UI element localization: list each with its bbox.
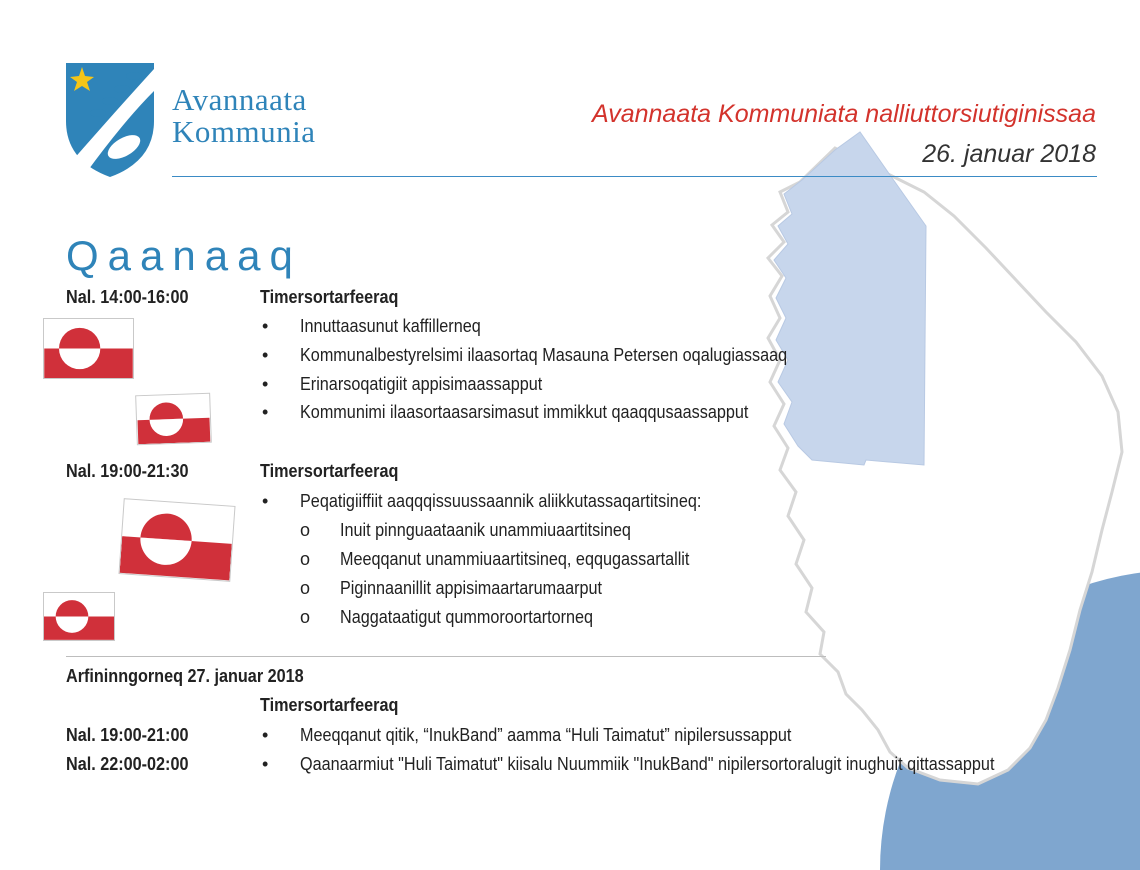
block1-item: Erinarsoqatigiit appisimaassapput [300, 374, 543, 394]
bullet: • [262, 754, 269, 774]
bullet: • [262, 374, 269, 394]
greenland-flag [118, 498, 235, 582]
sub-bullet: o [300, 607, 311, 627]
bullet: • [262, 725, 269, 745]
block1-time: Nal. 14:00-16:00 [66, 287, 189, 307]
municipality-coat-of-arms [64, 61, 156, 179]
block2-subitem: Piginnaanillit appisimaartarumaarput [340, 578, 603, 598]
bullet: • [262, 491, 269, 511]
logo-line-1: Avannaata [172, 82, 307, 117]
block2-subitem: Naggataatigut qummoroortartorneq [340, 607, 594, 627]
block2-item: Peqatigiiffiit aaqqqissuussaannik aliikkutassaqartitsineq: [300, 491, 702, 511]
block1-item: Kommunimi ilaasortaasarsimasut immikkut qaaqqusaassapput [300, 402, 749, 422]
sub-bullet: o [300, 520, 311, 540]
block2-subitem: Inuit pinnguaataanik unammiuaartitsineq [340, 520, 631, 540]
day2-item: Meeqqanut qitik, “InukBand” aamma “Huli Taimatut” nipilersussapput [300, 725, 792, 745]
sub-bullet: o [300, 549, 311, 569]
day2-date: Arfininngorneq 27. januar 2018 [66, 666, 304, 686]
block2-subitem: Meeqqanut unammiuaartitsineq, eqqugassartallit [340, 549, 690, 569]
block2-heading: Timersortarfeeraq [260, 461, 399, 481]
logo-line-2: Kommunia [172, 114, 316, 149]
event-title: Avannaata Kommuniata nalliuttorsiutiginissaa [591, 100, 1096, 128]
bullet: • [262, 345, 269, 365]
day2-item: Qaanaarmiut "Huli Taimatut" kiisalu Nuummiik "InukBand" nipilersortoralugit inughuit qittassapput [300, 754, 995, 774]
block1-item: Kommunalbestyrelsimi ilaasortaq Masauna Petersen oqalugiassaaq [300, 345, 788, 365]
header-divider [172, 176, 1097, 177]
greenland-flag [135, 393, 212, 446]
greenland-flag [43, 318, 134, 379]
bullet: • [262, 316, 269, 336]
block1-item: Innuttaasunut kaffillerneq [300, 316, 481, 336]
event-date: 26. januar 2018 [922, 140, 1096, 168]
block2-time: Nal. 19:00-21:30 [66, 461, 189, 481]
block1-heading: Timersortarfeeraq [260, 287, 399, 307]
bullet: • [262, 402, 269, 422]
sub-bullet: o [300, 578, 311, 598]
greenland-map [740, 120, 1140, 810]
section-divider [66, 656, 826, 657]
day2-time: Nal. 19:00-21:00 [66, 725, 189, 745]
day2-time: Nal. 22:00-02:00 [66, 754, 189, 774]
greenland-flag [43, 592, 115, 641]
location-title: Qaanaaq [66, 232, 302, 279]
day2-heading: Timersortarfeeraq [260, 695, 399, 715]
